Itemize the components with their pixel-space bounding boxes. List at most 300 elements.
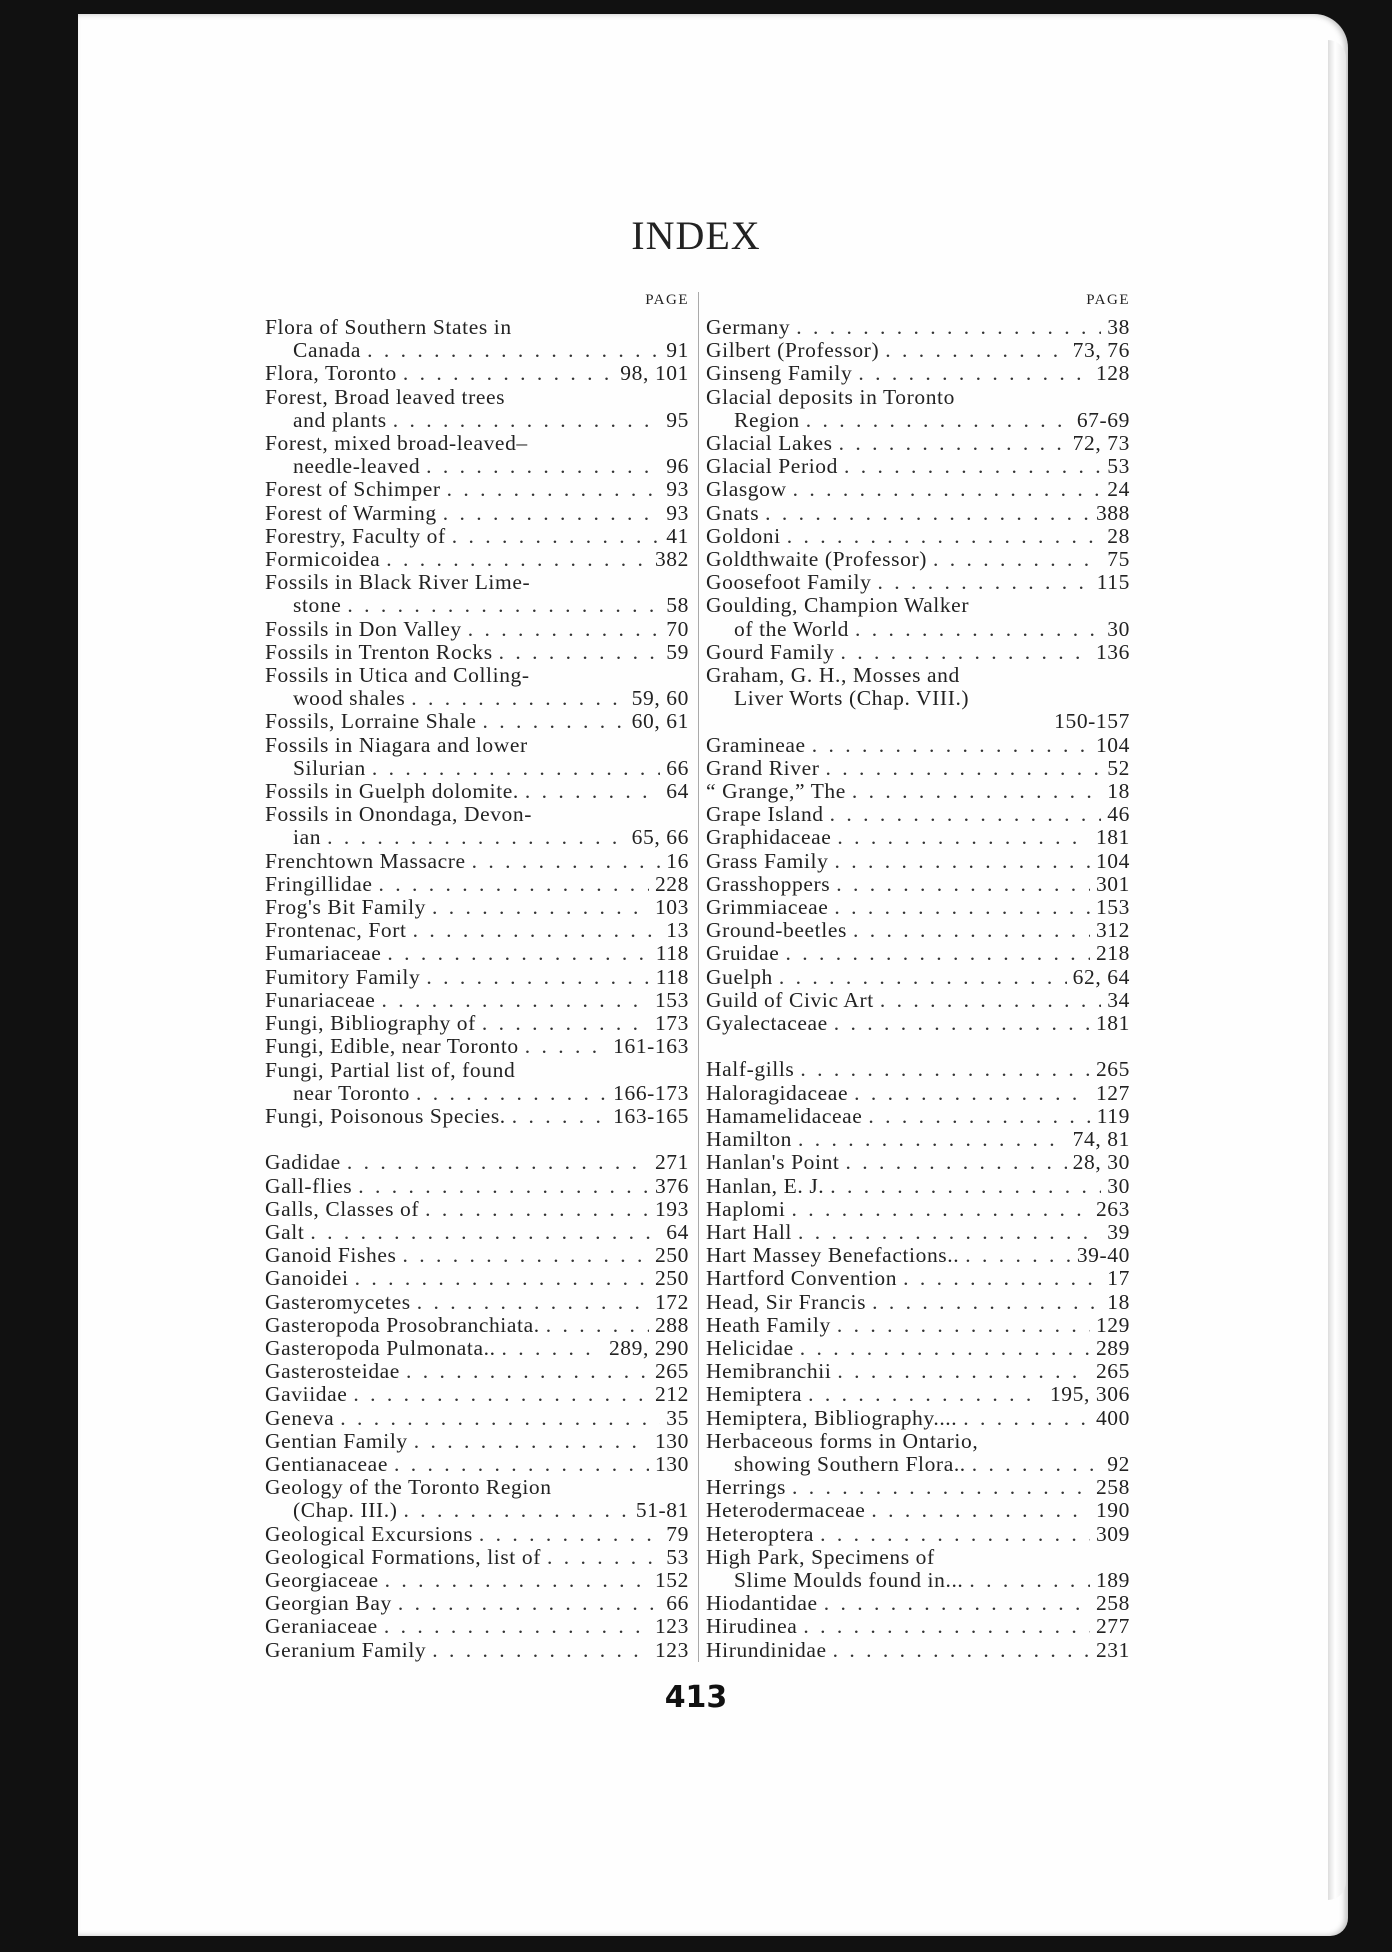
dot-leader (963, 1407, 1090, 1430)
index-entry-line (265, 803, 689, 826)
index-entry (706, 1337, 1130, 1360)
page-reference: 181 (1095, 1012, 1130, 1036)
dot-leader (416, 1082, 607, 1105)
index-entry (706, 757, 1130, 780)
index-entry-line (265, 594, 689, 617)
index-entry (706, 1244, 1130, 1267)
page-reference: 24 (1107, 478, 1130, 502)
page-reference: 73, 76 (1072, 339, 1130, 363)
page-reference: 258 (1095, 1476, 1130, 1500)
dot-leader (965, 1244, 1071, 1267)
index-entry-line (706, 942, 1130, 965)
index-entry-line (265, 966, 689, 989)
page-reference: 13 (666, 919, 689, 943)
index-entry-line (706, 687, 1130, 710)
dot-leader (800, 1337, 1090, 1360)
dot-leader (384, 1615, 649, 1638)
dot-leader (836, 873, 1090, 896)
index-entry (706, 942, 1130, 965)
index-term: Fungi, Bibliography of (265, 1012, 476, 1036)
letter-group-gap (706, 1035, 1130, 1058)
index-term: Graphidaceae (706, 826, 832, 850)
page-reference: 66 (666, 1592, 689, 1616)
index-term: Fossils in Trenton Rocks (265, 640, 493, 664)
index-term: Goosefoot Family (706, 571, 872, 595)
index-term: Guild of Civic Art (706, 988, 874, 1012)
index-term: Fossils in Niagara and lower (265, 733, 528, 757)
dot-leader (837, 1360, 1090, 1383)
dot-leader (872, 1291, 1101, 1314)
index-entry-line (265, 1523, 689, 1546)
index-entry (706, 1360, 1130, 1383)
index-entry-line (265, 362, 689, 385)
dot-leader (785, 942, 1089, 965)
index-entry-line (265, 850, 689, 873)
dot-leader (447, 478, 661, 501)
index-term: Gourd Family (706, 640, 835, 664)
index-entry-line (706, 1430, 1130, 1453)
index-term: Hamilton (706, 1128, 793, 1152)
index-term: Germany (706, 316, 791, 339)
index-entry-line (265, 618, 689, 641)
index-entry-line (706, 850, 1130, 873)
dot-leader (372, 757, 660, 780)
dot-leader (837, 1314, 1090, 1337)
page-reference: 17 (1107, 1267, 1130, 1291)
index-entry (706, 1314, 1130, 1337)
index-term: Fungi, Partial list of, found (265, 1058, 516, 1082)
index-entries-right (706, 316, 1130, 1662)
index-entry-line (706, 1360, 1130, 1383)
dot-leader (355, 1267, 649, 1290)
index-entry (706, 873, 1130, 896)
index-entry-line (706, 641, 1130, 664)
index-entry-line (265, 734, 689, 757)
index-entry (265, 548, 689, 571)
index-entry-line (706, 919, 1130, 942)
column-divider (698, 292, 699, 1662)
index-term: Glacial Period (706, 455, 838, 479)
index-entry (706, 734, 1130, 757)
index-term: Hamamelidaceae (706, 1104, 863, 1128)
index-entry-line (706, 1291, 1130, 1314)
index-entry-line (265, 1175, 689, 1198)
index-entry (706, 1012, 1130, 1035)
index-term: Herrings (706, 1476, 787, 1500)
index-entry-line (265, 1615, 689, 1638)
index-term: Grasshoppers (706, 872, 831, 896)
index-entry (265, 432, 689, 478)
index-entry (265, 502, 689, 525)
dot-leader (472, 850, 661, 873)
index-term: Glacial deposits in Toronto (706, 385, 955, 409)
index-entry (706, 455, 1130, 478)
index-entry (265, 1592, 689, 1615)
index-entry-line (706, 989, 1130, 1012)
dot-leader (525, 1035, 607, 1058)
page-reference: 127 (1095, 1081, 1130, 1105)
dot-leader (432, 896, 649, 919)
dot-leader (833, 1639, 1090, 1662)
index-term: showing Southern Flora.. (734, 1451, 966, 1476)
index-term: ian (293, 825, 322, 850)
index-term: Gall-flies (265, 1174, 353, 1198)
page-reference: 59 (666, 640, 689, 664)
index-term: Gasteropoda Prosobranchiata. (265, 1313, 540, 1337)
index-entry-line (265, 1314, 689, 1337)
index-term: Fringillidae (265, 872, 373, 896)
dot-leader (852, 780, 1101, 803)
page-reference: 92 (1107, 1451, 1130, 1476)
index-entry-line (706, 571, 1130, 594)
dot-leader (885, 339, 1066, 362)
page-reference: 66 (666, 755, 689, 780)
index-term: Goldoni (706, 524, 781, 548)
dot-leader (479, 1523, 660, 1546)
index-entry-line (706, 316, 1130, 339)
index-term: Guelph (706, 965, 773, 989)
index-entry (706, 1198, 1130, 1221)
page-reference: 128 (1095, 362, 1130, 386)
page-reference: 91 (666, 338, 689, 363)
index-entry-line (265, 1059, 689, 1082)
page-reference: 28, 30 (1072, 1151, 1130, 1175)
index-entry-line (706, 710, 1130, 733)
index-entry-line (706, 1105, 1130, 1128)
dot-leader (404, 1499, 630, 1522)
page-reference: 39-40 (1076, 1244, 1130, 1268)
index-entry (265, 780, 689, 803)
index-term: Canada (293, 338, 362, 363)
page-reference: 39 (1107, 1220, 1130, 1244)
index-term: wood shales (293, 686, 406, 711)
page-reference: 312 (1095, 919, 1130, 943)
index-entry-line (265, 386, 689, 409)
index-entry-line (706, 1221, 1130, 1244)
index-term: Forest of Warming (265, 501, 437, 525)
index-term: Gasteropoda Pulmonata.. (265, 1336, 496, 1360)
index-term: Gramineae (706, 733, 806, 757)
index-entry-line (706, 339, 1130, 362)
index-term: Gnats (706, 501, 760, 525)
index-entry-line (265, 1592, 689, 1615)
index-entry (706, 1175, 1130, 1198)
dot-leader (812, 734, 1090, 757)
dot-leader (367, 339, 660, 362)
index-term: Forest, mixed broad-leaved– (265, 432, 528, 456)
index-entry (706, 1383, 1130, 1406)
index-entry (706, 896, 1130, 919)
page-reference: 153 (654, 988, 689, 1012)
index-entry (265, 873, 689, 896)
index-entry-line (265, 687, 689, 710)
page-reference: 118 (655, 965, 689, 989)
dot-leader (798, 1128, 1067, 1151)
page-reference: 195, 306 (1049, 1383, 1130, 1407)
index-entry (706, 362, 1130, 385)
dot-leader (806, 409, 1071, 432)
index-term: needle-leaved (293, 454, 421, 479)
page-reference: 115 (1096, 571, 1130, 595)
index-entry-line (265, 641, 689, 664)
index-entry (265, 1035, 689, 1058)
index-entry-line (706, 386, 1130, 409)
index-term: Hemiptera, Bibliography.... (706, 1406, 958, 1430)
dot-leader (837, 826, 1090, 849)
index-entry (265, 618, 689, 641)
index-entry (265, 386, 689, 432)
page-reference: 30 (1107, 616, 1130, 641)
index-term: Fumitory Family (265, 965, 421, 989)
index-entry (706, 1546, 1130, 1592)
index-entry-line (706, 432, 1130, 455)
index-entry (706, 1499, 1130, 1522)
page-reference: 118 (655, 942, 689, 966)
index-entry (706, 571, 1130, 594)
index-entry (706, 386, 1130, 432)
index-term: Gentian Family (265, 1429, 408, 1453)
index-entry-line (706, 409, 1130, 432)
index-entry (706, 826, 1130, 849)
dot-leader (871, 1499, 1090, 1522)
page-reference: 382 (654, 548, 689, 572)
dot-leader (854, 1082, 1090, 1105)
dot-leader (800, 1058, 1090, 1081)
dot-leader (903, 1267, 1101, 1290)
dot-leader (432, 1639, 649, 1662)
page-reference: 288 (654, 1313, 689, 1337)
page-reference: 250 (654, 1267, 689, 1291)
index-entry (265, 966, 689, 989)
index-entry (706, 919, 1130, 942)
index-entry (265, 1476, 689, 1522)
page-reference: 163-165 (613, 1104, 689, 1128)
dot-leader (547, 1546, 660, 1569)
index-entry (265, 525, 689, 548)
dot-leader (387, 942, 649, 965)
index-entry (265, 1546, 689, 1569)
index-term: Hart Massey Benefactions.. (706, 1244, 960, 1268)
index-entry-line (265, 1499, 689, 1522)
index-entry (706, 1105, 1130, 1128)
page-reference: 65, 66 (631, 825, 689, 850)
page-reference: 64 (666, 780, 689, 804)
dot-leader (499, 641, 661, 664)
page-reference: 400 (1095, 1406, 1130, 1430)
index-entry-line (706, 1244, 1130, 1267)
page-reference: 62, 64 (1072, 965, 1130, 989)
index-term: Fossils in Onondaga, Devon- (265, 803, 533, 827)
index-term: Goldthwaite (Professor) (706, 548, 927, 572)
page-reference: 130 (654, 1452, 689, 1476)
index-entry-line (265, 571, 689, 594)
index-entry (706, 850, 1130, 873)
index-entry-line (706, 896, 1130, 919)
index-term: Hirudinea (706, 1615, 798, 1639)
page-reference: 34 (1107, 988, 1130, 1012)
index-entry-line (706, 455, 1130, 478)
index-entry-line (706, 362, 1130, 385)
page-reference: 181 (1095, 826, 1130, 850)
index-entry (265, 734, 689, 780)
dot-leader (877, 571, 1090, 594)
dot-leader (394, 1453, 649, 1476)
index-entry-line (706, 1198, 1130, 1221)
index-entry-line (265, 1267, 689, 1290)
index-term: Grimmiaceae (706, 896, 829, 920)
page-reference: 265 (1095, 1360, 1130, 1384)
index-entry-line (265, 1360, 689, 1383)
index-entry-line (265, 896, 689, 919)
index-entry (706, 803, 1130, 826)
dot-leader (546, 1314, 649, 1337)
letter-group-gap (265, 1128, 689, 1151)
index-entry (706, 1151, 1130, 1174)
dot-leader (858, 362, 1090, 385)
index-term: stone (293, 593, 342, 618)
index-term: Graham, G. H., Mosses and (706, 664, 960, 688)
index-entry (265, 362, 689, 385)
index-entry (265, 989, 689, 1012)
dot-leader (381, 989, 648, 1012)
index-term: Forest, Broad leaved trees (265, 385, 506, 409)
index-entry-line (265, 1569, 689, 1592)
dot-leader (406, 1360, 649, 1383)
index-term: High Park, Specimens of (706, 1545, 935, 1569)
dot-leader (417, 1291, 649, 1314)
dot-leader (972, 1453, 1102, 1476)
index-entry (706, 641, 1130, 664)
index-term: Geneva (265, 1406, 335, 1430)
page-reference: 152 (654, 1568, 689, 1592)
index-entry-line (706, 1546, 1130, 1569)
index-term: Gruidae (706, 942, 780, 966)
index-entry-line (706, 1128, 1130, 1151)
index-entry-line (706, 1476, 1130, 1499)
index-entry (265, 942, 689, 965)
index-term: near Toronto (293, 1080, 410, 1105)
page-reference: 193 (654, 1197, 689, 1221)
index-entry (265, 1175, 689, 1198)
page-reference: 301 (1095, 872, 1130, 896)
index-entry-line (265, 432, 689, 455)
dot-leader (844, 455, 1101, 478)
index-term: Gaviidae (265, 1383, 348, 1407)
page-reference: 79 (666, 1522, 689, 1546)
index-entry-line (265, 1291, 689, 1314)
index-entry-line (706, 780, 1130, 803)
index-entry (706, 478, 1130, 501)
index-term: Fossils in Black River Lime- (265, 571, 531, 595)
dot-leader (393, 409, 661, 432)
index-term: Herbaceous forms in Ontario, (706, 1429, 979, 1453)
dot-leader (425, 1198, 649, 1221)
index-entry-line (706, 1151, 1130, 1174)
dot-leader (385, 1569, 649, 1592)
page-reference: 104 (1095, 849, 1130, 873)
index-entry-line (265, 1012, 689, 1035)
index-term: Fumariaceae (265, 942, 382, 966)
index-term: Helicidae (706, 1336, 794, 1360)
index-entry (706, 1291, 1130, 1314)
index-entry (265, 571, 689, 617)
index-entry-line (706, 664, 1130, 687)
index-entry (265, 919, 689, 942)
index-entry (265, 641, 689, 664)
page-reference: 38 (1107, 316, 1130, 339)
dot-leader (820, 1523, 1090, 1546)
index-entry-line (265, 1151, 689, 1174)
dot-leader (834, 896, 1090, 919)
page-reference: 190 (1095, 1499, 1130, 1523)
dot-leader (846, 1151, 1067, 1174)
page-reference: 150-157 (1054, 709, 1130, 734)
page-reference: 166-173 (613, 1080, 689, 1105)
page-reference: 98, 101 (620, 362, 689, 386)
index-term: Slime Moulds found in... (734, 1567, 964, 1592)
index-entry-line (265, 1476, 689, 1499)
dot-leader (468, 618, 661, 641)
index-entry (265, 1337, 689, 1360)
index-term: “ Grange,” The (706, 780, 846, 804)
dot-leader (933, 548, 1101, 571)
page-reference: 388 (1095, 501, 1130, 525)
index-entry-line (706, 502, 1130, 525)
index-entry (706, 1221, 1130, 1244)
index-term: Hanlan's Point (706, 1151, 840, 1175)
index-term: Geranium Family (265, 1638, 427, 1662)
index-entry (706, 1407, 1130, 1430)
index-entry-line (706, 1175, 1130, 1198)
index-entry (706, 594, 1130, 640)
index-entry-line (706, 1615, 1130, 1638)
index-entry-line (706, 1267, 1130, 1290)
index-entry (265, 1360, 689, 1383)
index-entry-line (265, 1430, 689, 1453)
page-reference: 263 (1095, 1197, 1130, 1221)
index-entry-line (706, 478, 1130, 501)
dot-leader (482, 1012, 649, 1035)
index-entry (706, 1592, 1130, 1615)
index-term: Glasgow (706, 478, 787, 502)
dot-leader (803, 1615, 1090, 1638)
dot-leader (525, 780, 660, 803)
index-term: Frontenac, Fort (265, 919, 407, 943)
index-entry-line (706, 1407, 1130, 1430)
dot-leader (512, 1105, 607, 1128)
dot-leader (830, 803, 1102, 826)
page-reference: 96 (666, 454, 689, 479)
page-reference: 30 (1107, 1174, 1130, 1198)
index-term: Forest of Schimper (265, 478, 441, 502)
index-term: Geological Formations, list of (265, 1545, 541, 1569)
index-entry-line (706, 1314, 1130, 1337)
page-number: 413 (664, 1680, 728, 1715)
index-entry-line (265, 1035, 689, 1058)
index-entry (706, 548, 1130, 571)
index-entry-line (706, 1569, 1130, 1592)
index-entry-line (265, 455, 689, 478)
index-entry-line (265, 316, 689, 339)
index-term: Liver Worts (Chap. VIII.) (734, 686, 970, 711)
dot-leader (868, 1105, 1090, 1128)
page-reference: 250 (654, 1244, 689, 1268)
page-reference: 103 (654, 896, 689, 920)
dot-leader (327, 826, 626, 849)
page-reference: 53 (666, 1545, 689, 1569)
index-entry-line (706, 1453, 1130, 1476)
index-term: Grape Island (706, 803, 824, 827)
